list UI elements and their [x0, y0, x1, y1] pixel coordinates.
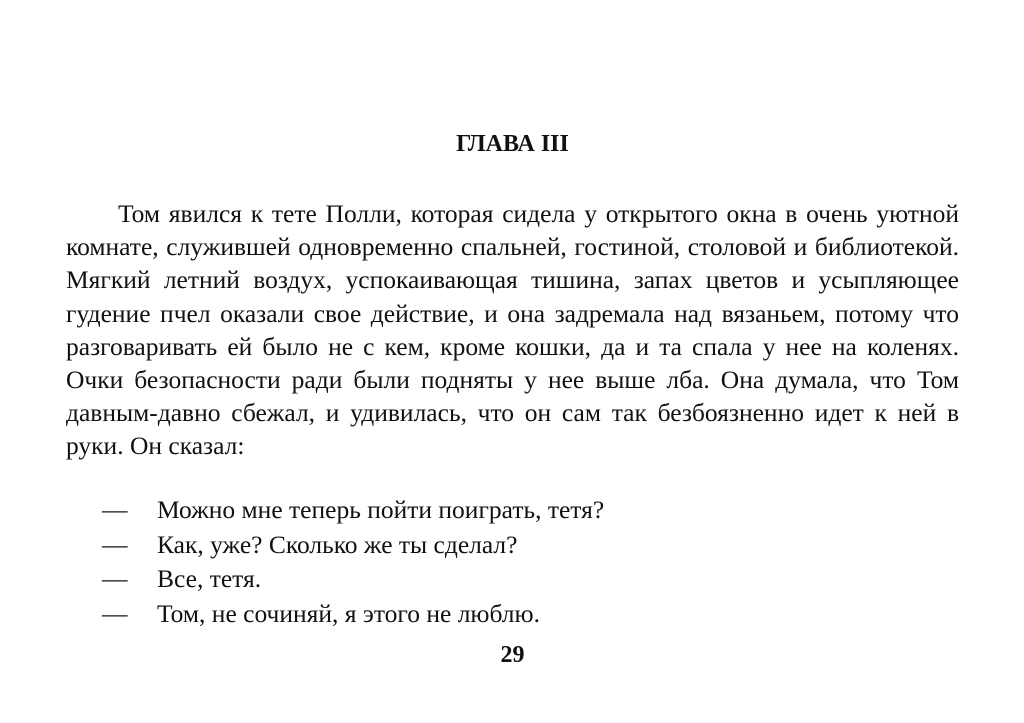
dialogue-text: Все, тетя.	[157, 564, 262, 593]
dialogue-text: Том, не сочиняй, я этого не люблю.	[157, 598, 540, 628]
dialogue-text: Как, уже? Сколько же ты сделал?	[157, 529, 518, 559]
dialogue-list	[66, 493, 959, 631]
dialogue-line	[66, 562, 959, 597]
dialogue-line	[66, 597, 959, 632]
dialogue-text: Можно мне теперь пойти поиграть, тетя?	[157, 495, 605, 524]
dialogue-dash: —	[102, 598, 128, 628]
book-page	[66, 0, 959, 723]
dialogue-dash: —	[102, 529, 128, 559]
page-number: 29	[500, 642, 525, 668]
dialogue-dash: —	[102, 495, 128, 524]
dialogue-line	[66, 528, 959, 563]
body-paragraph: Том явился к тете Полли, которая сидела у открытого окна в очень уютной комнате, служившей одновременно спальней, гостиной, столовой и библиотекой. Мягкий летний воздух, успокаивающая тишина, запах цветов и усыпляющее гудение пчел оказали свое действие, и она задремала над вязаньем, потому что разговаривать ей было не с кем, кроме кошки, да и та спала у нее на коленях. Очки безопасности ради были подняты у нее выше лба. Она думала, что Том давным-давно сбежал, и удивилась, что он сам так безбоязненно идет к ней в руки. Он сказал:	[66, 199, 959, 461]
dialogue-dash: —	[102, 564, 128, 593]
dialogue-line	[66, 493, 959, 528]
chapter-title: ГЛАВА III	[456, 131, 569, 157]
